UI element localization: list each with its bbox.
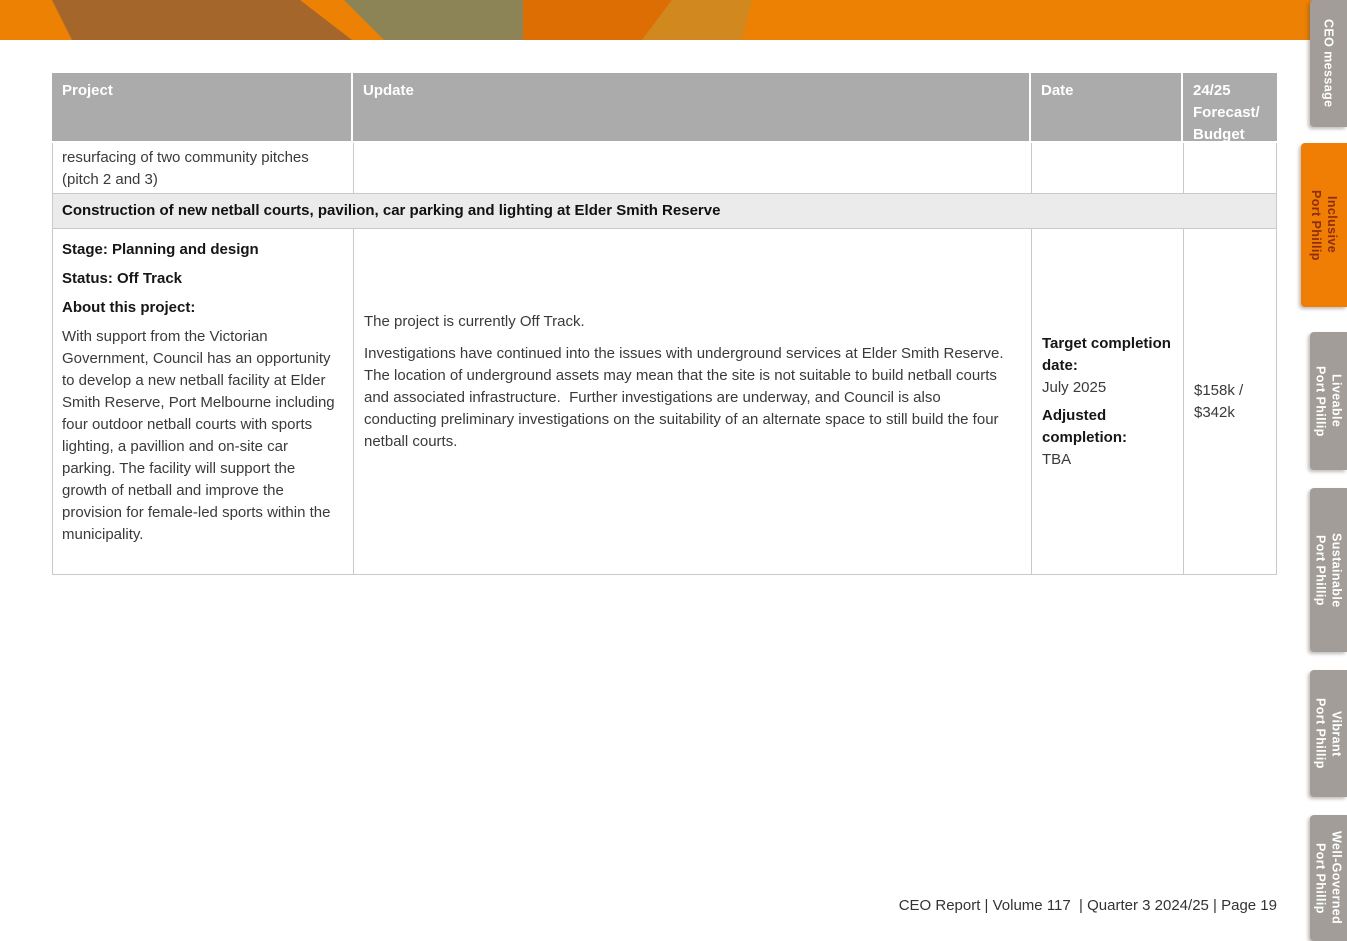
update-paragraph-1: The project is currently Off Track.	[364, 312, 585, 330]
target-completion-label: Target completion date:	[1042, 334, 1171, 374]
column-header-budget: 24/25 Forecast/ Budget	[1183, 73, 1277, 143]
table-row-carryover-update-cell	[353, 143, 1031, 194]
sidebar-tab-label: Inclusive Port Phillip	[1309, 189, 1339, 261]
banner-brown-shape	[52, 0, 352, 40]
adjusted-completion-value: TBA	[1042, 450, 1072, 468]
project-status: Status: Off Track	[62, 270, 183, 287]
table-row-budget-cell	[1183, 229, 1277, 575]
page-footer: CEO Report | Volume 117 | Quarter 3 2024/25 | Page 19	[898, 897, 1277, 914]
banner-graphic	[0, 0, 1347, 40]
table-row-carryover-budget-cell	[1183, 143, 1277, 194]
project-about-heading: About this project:	[62, 299, 196, 316]
projects-table	[52, 73, 1277, 575]
sidebar-tab-label: Vibrant Port Phillip	[1313, 698, 1344, 769]
project-stage: Stage: Planning and design	[62, 241, 259, 258]
table-row-carryover-project-cell: resurfacing of two community pitches (pitch 2 and 3)	[52, 143, 353, 194]
section-title-row: Construction of new netball courts, pavilion, car parking and lighting at Elder Smith Reserve	[52, 194, 1277, 229]
sidebar-tab-label: Liveable Port Phillip	[1313, 365, 1344, 437]
table-row-project-cell	[52, 229, 353, 575]
column-header-project: Project	[52, 73, 353, 143]
sidebar-tab-sustainable-port-phillip[interactable]	[1310, 488, 1347, 652]
sidebar-tab-vibrant-port-phillip[interactable]	[1310, 670, 1347, 797]
budget-value: $158k / $342k	[1194, 381, 1244, 421]
target-completion-value: July 2025	[1042, 378, 1107, 396]
sidebar-tab-liveable-port-phillip[interactable]	[1310, 332, 1347, 470]
sidebar-tab-ceo-message[interactable]	[1310, 0, 1347, 127]
table-row-date-cell	[1031, 229, 1183, 575]
column-header-date: Date	[1031, 73, 1183, 143]
sidebar-tab-inclusive-port-phillip[interactable]	[1301, 143, 1347, 307]
update-paragraph-2: Investigations have continued into the issues with underground services at Elder Smith Reserve. The location of underground assets may mean that the site is not suitable to build netball courts and associated infrastructure. Further investigations are underway, and Council is also conducting preliminary investigations on the suitability of an alternate space to still build the four netball courts.	[364, 344, 1012, 450]
adjusted-completion-label: Adjusted completion:	[1042, 406, 1127, 446]
sidebar-tab-label: CEO message	[1321, 19, 1336, 108]
table-row-carryover-date-cell	[1031, 143, 1183, 194]
column-header-update: Update	[353, 73, 1031, 143]
table-row-update-cell	[353, 229, 1031, 575]
project-about-text: With support from the Victorian Government, Council has an opportunity to develop a new netball facility at Elder Smith Reserve, Port Melbourne including four outdoor netball courts with sports lighting, a pavillion and on-site car parking. The facility will support the growth of netball and improve the provision for female-led sports within the municipality.	[62, 328, 335, 543]
sidebar-tab-label: Well-Governed Port Phillip	[1313, 831, 1344, 925]
sidebar-tab-well-governed-port-phillip[interactable]	[1310, 815, 1347, 941]
top-banner	[0, 0, 1347, 40]
sidebar-tab-label: Sustainable Port Phillip	[1313, 532, 1344, 608]
